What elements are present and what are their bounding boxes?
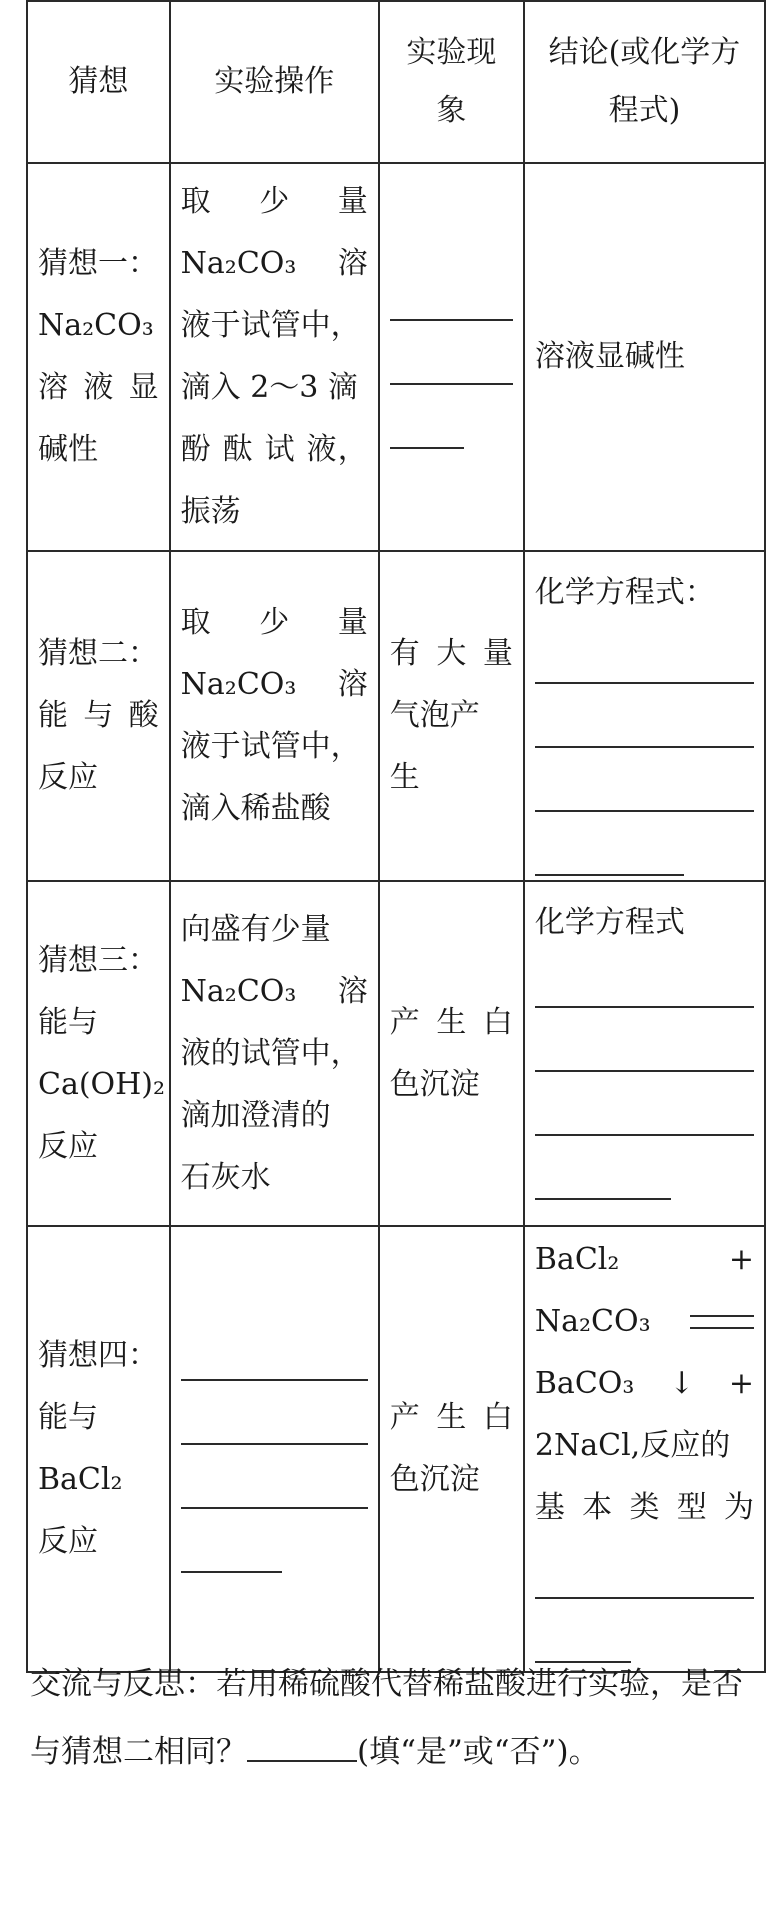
answer-blank[interactable] xyxy=(535,688,754,748)
conclusion-cell: 化学方程式： xyxy=(524,551,765,881)
operation-cell: 取 少 量 Na₂CO₃ 溶 液于试管中， 滴入 2～3 滴 酚 酞 试 液， 振荡 xyxy=(170,163,379,551)
equation-line-3: BaCO₃ ↓ + xyxy=(535,1353,754,1415)
phenomenon-cell: 有 大 量 气泡产 生 xyxy=(379,551,524,881)
guess-cell: 猜想三： 能与 Ca(OH)₂ 反应 xyxy=(27,881,170,1226)
answer-blank[interactable] xyxy=(181,1449,368,1509)
conclusion-cell: BaCl₂ + Na₂CO₃ BaCO₃ ↓ + 2NaCl,反应的 基 本 类 型 为 xyxy=(524,1226,765,1672)
phenomenon-cell: 产 生 白 色沉淀 xyxy=(379,1226,524,1672)
phenomenon-cell xyxy=(379,163,524,551)
answer-blank[interactable] xyxy=(181,1385,368,1445)
answer-blank[interactable] xyxy=(247,1724,357,1762)
guess-cell: 猜想一： Na₂CO₃ 溶 液 显 碱性 xyxy=(27,163,170,551)
guess-cell: 猜想四： 能与 BaCl₂ 反应 xyxy=(27,1226,170,1672)
header-conclusion: 结论(或化学方程式) xyxy=(524,1,765,163)
answer-blank[interactable] xyxy=(535,1146,671,1200)
table-row-guess-2 xyxy=(27,551,765,881)
answer-blank[interactable] xyxy=(535,1018,754,1072)
reflection-question: 交流与反思：若用稀硫酸代替稀盐酸进行实验，是否与猜想二相同？ (填“是”或“否”)。 xyxy=(30,1666,743,1770)
table-row-guess-4 xyxy=(27,1226,765,1672)
down-arrow-icon: ↓ xyxy=(669,1366,695,1401)
answer-blank[interactable] xyxy=(535,954,754,1008)
answer-blank[interactable] xyxy=(535,624,754,684)
table-row-guess-1 xyxy=(27,163,765,551)
answer-blank[interactable] xyxy=(535,752,754,812)
header-guess: 猜想 xyxy=(27,1,170,163)
answer-blank[interactable] xyxy=(535,816,684,876)
operation-cell: 取 少 量 Na₂CO₃ 溶 液于试管中， 滴入稀盐酸 xyxy=(170,551,379,881)
experiment-table xyxy=(26,0,766,1673)
phenomenon-cell: 产 生 白 色沉淀 xyxy=(379,881,524,1226)
answer-blank[interactable] xyxy=(181,1513,282,1573)
equation-line-2: Na₂CO₃ xyxy=(535,1291,754,1353)
operation-cell: 向盛有少量 Na₂CO₃ 溶 液的试管中， 滴加澄清的 石灰水 xyxy=(170,881,379,1226)
equation-line-1: BaCl₂ + xyxy=(534,1242,754,1277)
answer-blank[interactable] xyxy=(390,261,513,321)
table-header-row xyxy=(27,1,765,163)
header-phenomenon: 实验现象 xyxy=(379,1,524,163)
answer-blank[interactable] xyxy=(390,325,513,385)
table-row-guess-3 xyxy=(27,881,765,1226)
conclusion-cell: 溶液显碱性 xyxy=(524,163,765,551)
answer-blank[interactable] xyxy=(535,1539,754,1599)
guess-cell: 猜想二： 能 与 酸 反应 xyxy=(27,551,170,881)
header-operation: 实验操作 xyxy=(170,1,379,163)
answer-blank[interactable] xyxy=(535,1082,754,1136)
operation-cell xyxy=(170,1226,379,1672)
double-equals-sign xyxy=(690,1315,754,1329)
answer-blank[interactable] xyxy=(181,1321,368,1381)
answer-blank[interactable] xyxy=(390,389,464,449)
conclusion-cell: 化学方程式 xyxy=(524,881,765,1226)
